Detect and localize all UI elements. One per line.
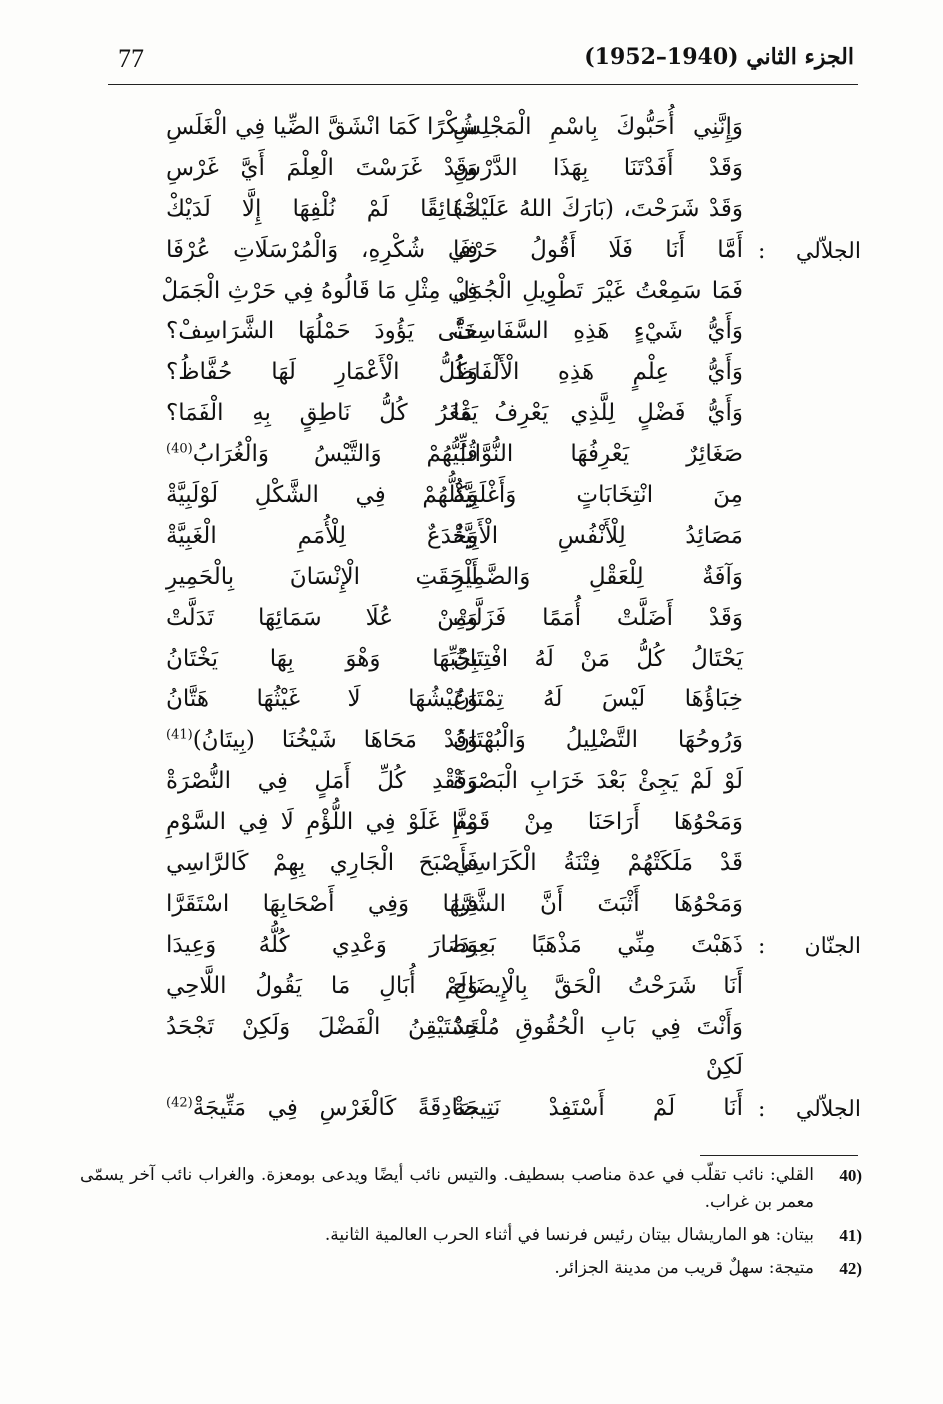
- first-hemistich: أَنَا لَمْ أَسْتَفِدْ نَتِيجَةْ: [453, 1095, 743, 1122]
- verse-row: [0, 521, 943, 562]
- second-hemistich-text: وَقَدْ مَحَاهَا شَيْخُنَا (بِيتَانُ): [192, 727, 478, 754]
- footnote-text: بيتان: هو الماريشال بيتان رئيس فرنسا في أثناء الحرب العالمية الثانية.: [324, 1225, 814, 1245]
- footnote-marker[interactable]: (41): [166, 727, 193, 743]
- verse-row: [0, 235, 943, 276]
- second-hemistich-text: وَفَقْدِ كُلِّ أَمَلٍ فِي النُّصْرَةْ: [166, 768, 478, 795]
- page-header: [108, 38, 858, 85]
- first-hemistich: أَمَّا أَنَا فَلَا أَقُولُ حَرْفَا: [453, 236, 743, 263]
- second-hemistich-text: وَعَيْشُهَا لَا غَيْثُهَا هَتَّانُ: [166, 686, 478, 713]
- running-title: الجزء الثاني (1940–1952): [584, 44, 854, 70]
- footnote-text: القلي: نائب تقلّب في عدة مناصب بسطيف. والتيس نائب أيضًا ويدعى بومعزة. والغراب نائب آخر يسمّى معمر بن غراب.: [80, 1165, 814, 1212]
- verse-row: [0, 398, 943, 439]
- verse-row: [0, 1012, 943, 1053]
- verse-row: [0, 316, 943, 357]
- second-hemistich-text: حَتَّى يَؤُودَ حَمْلُهَا الشَّرَاسِفْ؟: [166, 318, 478, 345]
- first-hemistich: مَصَائِدُ لِلْأَنْفُسِ الْأَبِيَّةْ: [453, 522, 743, 549]
- footnote-marker[interactable]: (40): [166, 441, 193, 457]
- second-hemistich: [166, 646, 478, 672]
- footnote: [80, 1222, 870, 1249]
- second-hemistich-text: وَكُلُّهُمْ فِي الشَّكْلِ لَوْلَبِيَّةْ: [166, 482, 478, 509]
- first-hemistich: وَآفَةٌ لِلْعَقْلِ وَالضَّمِيرِ: [453, 563, 743, 590]
- second-hemistich-text: وَمِنْ عُلَا سَمَائِهَا تَدَلَّتْ: [166, 604, 478, 631]
- speaker-name: الجنّان: [804, 933, 861, 959]
- second-hemistich: [166, 973, 478, 999]
- second-hemistich: [161, 277, 478, 304]
- first-hemistich: وَأَنْتَ فِي بَابِ الْحُقُوقِ مُلْحِدُ: [453, 1013, 743, 1040]
- footnote: [80, 1162, 870, 1216]
- second-hemistich-text: أَلْحَقَتِ الْإِنْسَانَ بِالْحَمِيرِ: [166, 563, 478, 590]
- page-number: 77: [118, 44, 144, 73]
- speaker-colon: :: [758, 238, 766, 264]
- speaker-name: الجلاّلي: [795, 238, 861, 264]
- second-hemistich-text: بِحُبِّهَا وَهْوَ بِهَا يَخْتَانُ: [166, 645, 478, 672]
- verse-row: [0, 807, 943, 848]
- verse-row: [0, 1052, 943, 1093]
- verse-row: [0, 930, 943, 971]
- second-hemistich: [166, 605, 478, 631]
- verse-row: [0, 603, 943, 644]
- verse-row: [0, 971, 943, 1012]
- speaker-name: الجلاّلي: [795, 1097, 861, 1123]
- verse-row: [0, 644, 943, 685]
- first-hemistich: وَقَدْ أَضَلَّتْ أُمَمًا فَزَلَّتْ: [453, 604, 743, 631]
- second-hemistich-text: وَصَارَ وَعْدِي كُلُّهُ وَعِيدَا: [166, 931, 478, 958]
- first-hemistich: وَرُوحُهَا التَّضْلِيلُ وَالْبُهْتَانُ: [453, 727, 743, 754]
- footnote-number: 40): [839, 1166, 862, 1185]
- second-hemistich-text: يَفْغَرُ كُلُّ نَاطِقٍ بِهِ الْفَمَا؟: [166, 400, 478, 427]
- verse-row: [0, 725, 943, 766]
- second-hemistich-text: فَأَصْبَحَ الْجَارِي بِهِمْ كَالرَّاسِي: [166, 850, 478, 877]
- first-hemistich: وَإِنَّنِي أُحَبُّوكَ بِاسْمِ الْمَجْلِسِ: [453, 114, 743, 140]
- second-hemistich: [166, 727, 478, 753]
- verse-row: [0, 112, 943, 153]
- first-hemistich: مِنَ انْتِخَابَاتٍ وَأَغْلَبِيَّةْ: [453, 482, 743, 509]
- second-hemistich: [166, 809, 478, 835]
- first-hemistich: وَمَحْوُهَا أَثْبَتَ أَنَّ الشَّرَّا: [453, 890, 743, 917]
- speaker-colon: :: [758, 1097, 766, 1123]
- first-hemistich: وَأَيُّ شَيْءٍ هَذِهِ السَّفَاسِفْ: [453, 318, 743, 345]
- second-hemistich: [166, 196, 478, 222]
- verse-row: [0, 480, 943, 521]
- verse-row: [0, 276, 943, 317]
- first-hemistich: لَوْ لَمْ يَجِئْ بَعْدَ خَرَابِ الْبَصْرَةْ: [453, 768, 743, 795]
- second-hemistich: [166, 482, 478, 508]
- first-hemistich: صَغَائِرٌ يَعْرِفُهَا النُّوَّابُ: [453, 441, 743, 468]
- verse-row: [0, 194, 943, 235]
- verse-row: [0, 439, 943, 480]
- second-hemistich-text: وَخُدَعٌ لِلْأُمَمِ الْغَبِيَّةْ: [166, 522, 478, 549]
- speaker-colon: :: [758, 933, 766, 959]
- second-hemistich-text: وَلَمْ أُبَالِ مَا يَقُولُ اللَّاحِي: [166, 972, 478, 999]
- first-hemistich: وَأَيُّ فَضْلٍ لِلَّذِي يَعْرِفُ مَا: [453, 400, 743, 427]
- second-hemistich-text: قُلِّيُّهُمْ وَالتَّيْسُ وَالْغُرَابُ: [192, 441, 478, 468]
- verse-row: [0, 766, 943, 807]
- second-hemistich: [166, 400, 478, 426]
- second-hemistich-text: مِنَّا غَلَوْ فِي اللُّؤْمِ لَا فِي السَّوْمِ: [166, 809, 478, 836]
- second-hemistich: [166, 1095, 478, 1121]
- second-hemistich-text: فِيهَا وَفِي أَصْحَابِهَا اسْتَقَرَّا: [166, 890, 478, 917]
- second-hemistich: [166, 237, 478, 263]
- verse-row: [0, 1093, 943, 1134]
- verse-row: [0, 889, 943, 930]
- second-hemistich-text: وَكُلُّ الْأَعْمَارِ لَهَا حُفَّاظُ؟: [166, 359, 478, 386]
- footnote-text: متيجة: سهلٌ قريب من مدينة الجزائر.: [554, 1258, 814, 1278]
- first-hemistich: خِبَاؤُهَا لَيْسَ لَهُ تِمْتَانُ: [453, 686, 743, 713]
- verse-row: [0, 357, 943, 398]
- second-hemistich-text: شُكْرًا كَمَا انْشَقَّ الضِّيا فِي الْغَلَسِ: [166, 114, 478, 140]
- second-hemistich-text: تَسْتَيْقِنُ الْفَضْلَ وَلَكِنْ تَجْحَدُ: [166, 1013, 478, 1040]
- second-hemistich-text: فِي مِثْلِ مَا قَالُوهُ فِي حَرْثِ الْجَمَلْ: [161, 277, 478, 304]
- second-hemistich-text: صَادِقَةً كَالْغَرْسِ فِي مَتِّيجَةْ: [192, 1095, 478, 1122]
- second-hemistich: [166, 891, 478, 917]
- second-hemistich-text: حَقَائِقًا لَمْ نُلْفِهَا إِلَّا لَدَيْكْ: [166, 195, 478, 222]
- first-hemistich: وَقَدْ شَرَحْتَ، (بَارَكَ اللهُ عَلَيْكْ): [453, 195, 743, 222]
- footnote-number: 41): [839, 1226, 862, 1245]
- verse-row: [0, 684, 943, 725]
- second-hemistich: [166, 768, 478, 794]
- verse-row: [0, 153, 943, 194]
- verse-row: [0, 562, 943, 603]
- first-hemistich: أَنَا شَرَحْتُ الْحَقَّ بِالْإِيضَاحِ: [453, 972, 743, 999]
- first-hemistich: لَكِنْ: [705, 1054, 743, 1081]
- first-hemistich: فَمَا سَمِعْتُ غَيْرَ تَطْوِيلِ الْجُمَلْ: [453, 277, 743, 304]
- first-hemistich: ذَهَبْتَ مِنِّي مَذْهَبًا بَعِيدَا: [453, 931, 743, 958]
- first-hemistich: وَأَيُّ عِلْمٍ هَذِهِ الْأَلْفَاظُ: [453, 359, 743, 386]
- second-hemistich-text: فِي شُكْرِهِ، وَالْمُرْسَلَاتِ عُرْفَا: [166, 236, 478, 263]
- second-hemistich: [166, 850, 478, 876]
- second-hemistich: [166, 359, 478, 385]
- second-hemistich: [166, 523, 478, 549]
- footnote: [80, 1255, 870, 1282]
- second-hemistich: [166, 155, 478, 181]
- poem: [0, 112, 943, 1134]
- first-hemistich: يَحْتَالُ كُلُّ مَنْ لَهُ افْتِتَانُ: [453, 645, 743, 672]
- second-hemistich-text: وَقَدْ غَرَسْتَ الْعِلْمَ أَيَّ غَرْسِ: [166, 154, 478, 181]
- second-hemistich: [166, 932, 478, 958]
- footnote-number: 42): [839, 1259, 862, 1278]
- footnotes: [80, 1162, 870, 1288]
- first-hemistich: وَمَحْوُهَا أَرَاحَنَا مِنْ قَوْمِ: [453, 809, 743, 836]
- second-hemistich: [166, 564, 478, 590]
- footnote-divider: [700, 1155, 858, 1156]
- first-hemistich: وَقَدْ أَفَدْتَنَا بِهَذَا الدَّرْسِ: [453, 154, 743, 181]
- first-hemistich: قَدْ مَلَكَتْهُمْ فِتْنَةُ الْكَرَاسِي: [453, 850, 743, 877]
- verse-row: [0, 848, 943, 889]
- second-hemistich: [166, 441, 478, 467]
- second-hemistich: [166, 686, 478, 712]
- second-hemistich: [166, 114, 478, 140]
- footnote-marker[interactable]: (42): [166, 1095, 193, 1111]
- second-hemistich: [166, 318, 478, 344]
- second-hemistich: [166, 1014, 478, 1040]
